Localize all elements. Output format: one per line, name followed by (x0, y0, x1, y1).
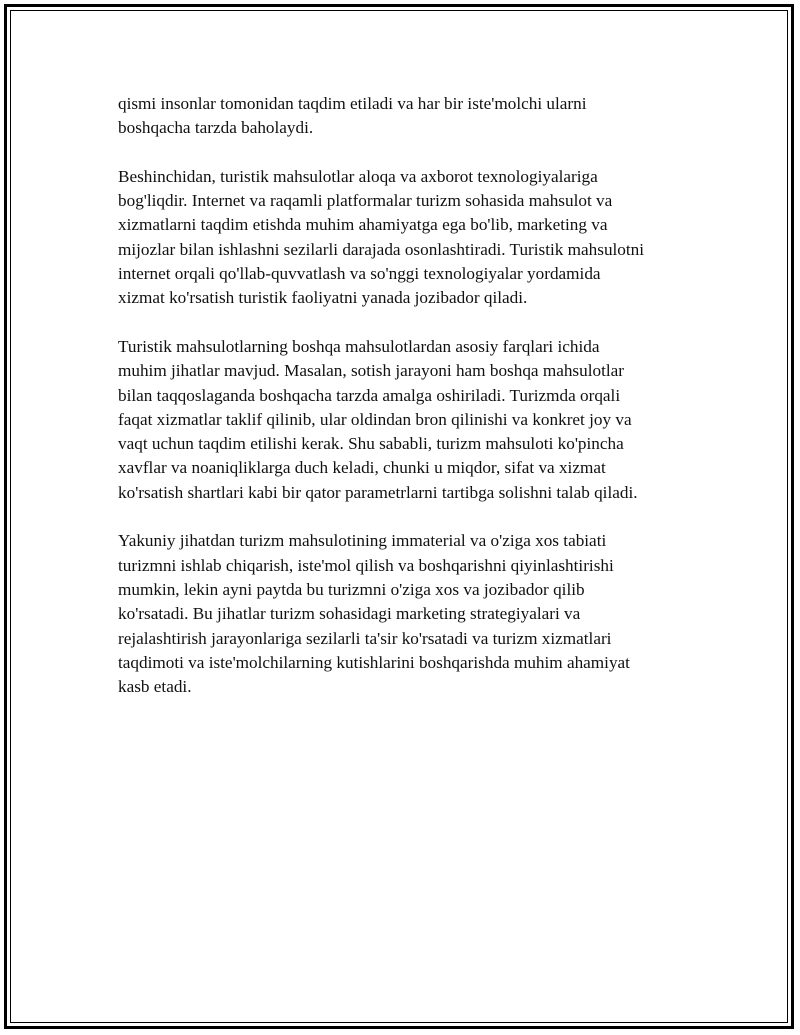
text-line: mijozlar bilan ishlashni sezilarli darajada osonlashtiradi. Turistik mahsulotni (118, 239, 645, 259)
text-line: rejalashtirish jarayonlariga sezilarli ta'sir ko'rsatadi va turizm xizmatlari (118, 628, 612, 648)
text-line: xizmat ko'rsatish turistik faoliyatni yanada jozibador qiladi. (118, 288, 528, 308)
text-line: internet orqali qo'llab-quvvatlash va so'nggi texnologiyalar yordamida (118, 264, 601, 284)
text-line: qismi insonlar tomonidan taqdim etiladi va har bir iste'molchi ularni (118, 94, 587, 113)
text-line: ko'rsatadi. Bu jihatlar turizm sohasidagi marketing strategiyalari va (118, 604, 581, 624)
paragraph (118, 92, 698, 141)
text-line: bilan taqqoslaganda boshqacha tarzda amalga oshiriladi. Turizmda orqali (118, 385, 621, 405)
text-line: turizmni ishlab chiqarish, iste'mol qilish va boshqarishni qiyinlashtirishi (118, 555, 614, 575)
paragraph (118, 335, 698, 505)
text-line: vaqt uchun taqdim etilishi kerak. Shu sababli, turizm mahsuloti ko'pincha (118, 434, 624, 454)
text-line: xavflar va noaniqliklarga duch keladi, chunki u miqdor, sifat va xizmat (118, 458, 606, 478)
paragraph (118, 529, 698, 699)
text-line: xizmatlarni taqdim etishda muhim ahamiyatga ega bo'lib, marketing va (118, 215, 608, 235)
text-line: ko'rsatish shartlari kabi bir qator parametrlarni tartibga solishni talab qiladi. (118, 482, 638, 502)
text-line: mumkin, lekin ayni paytda bu turizmni o'ziga xos va jozibador qilib (118, 579, 585, 599)
text-line: taqdimoti va iste'molchilarning kutishlarini boshqarishda muhim ahamiyat (118, 652, 630, 672)
document-body (118, 92, 698, 724)
text-line: muhim jihatlar mavjud. Masalan, sotish jarayoni ham boshqa mahsulotlar (118, 361, 624, 381)
text-line: kasb etadi. (118, 677, 192, 697)
text-line: Turistik mahsulotlarning boshqa mahsulotlardan asosiy farqlari ichida (118, 336, 600, 356)
paragraph (118, 165, 698, 311)
text-line: Yakuniy jihatdan turizm mahsulotining immaterial va o'ziga xos tabiati (118, 531, 607, 551)
text-line: Beshinchidan, turistik mahsulotlar aloqa va axborot texnologiyalariga (118, 166, 598, 186)
text-line: bog'liqdir. Internet va raqamli platformalar turizm sohasida mahsulot va (118, 191, 613, 211)
text-line: boshqacha tarzda baholaydi. (118, 118, 314, 138)
text-line: faqat xizmatlar taklif qilinib, ular oldindan bron qilinishi va konkret joy va (118, 409, 632, 429)
